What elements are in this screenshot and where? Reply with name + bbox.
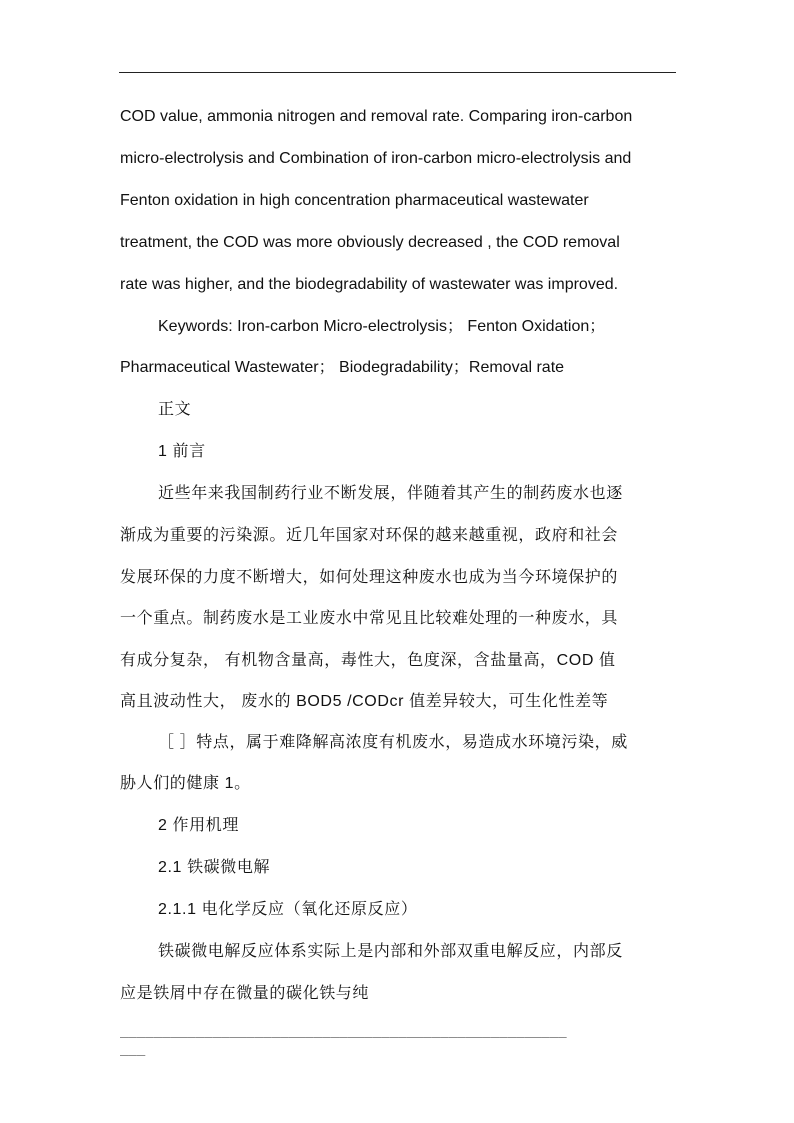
paragraph-line: 一个重点。制药废水是工业废水中常见且比较难处理的一种废水，具 — [120, 610, 619, 627]
section-1-title: 1 前言 — [158, 443, 206, 460]
paragraph-line: 有成分复杂， 有机物含量高，毒性大，色度深，含盐量高，COD 值 — [120, 652, 616, 669]
abstract-line: rate was higher, and the biodegradability of wastewater was improved. — [120, 276, 619, 293]
paragraph-line: 应是铁屑中存在微量的碳化铁与纯 — [120, 985, 370, 1002]
abstract-line: treatment, the COD was more obviously decreased , the COD removal — [120, 234, 620, 251]
paragraph-line: 近些年来我国制药行业不断发展，伴随着其产生的制药废水也逐 — [158, 485, 623, 502]
abstract-line: micro-electrolysis and Combination of iron-carbon micro-electrolysis and — [120, 150, 632, 167]
footer-separator: ___ — [120, 1040, 146, 1056]
paragraph-line: 铁碳微电解反应体系实际上是内部和外部双重电解反应，内部反 — [158, 943, 623, 960]
paragraph-line: 渐成为重要的污染源。近几年国家对环保的越来越重视，政府和社会 — [120, 527, 619, 544]
footer-separator: _____________________________________________________ — [120, 1022, 567, 1038]
keywords-line: Pharmaceutical Wastewater； Biodegradability；Removal rate — [120, 359, 565, 376]
paragraph-line: 高且波动性大， 废水的 BOD5 /CODcr 值差异较大，可生化性差等 — [120, 693, 609, 710]
abstract-line: COD value, ammonia nitrogen and removal rate. Comparing iron-carbon — [120, 108, 633, 125]
main-heading: 正文 — [158, 401, 192, 418]
section-2-1-1-title: 2.1.1 电化学反应（氧化还原反应） — [158, 901, 418, 918]
paragraph-line: 发展环保的力度不断增大，如何处理这种废水也成为当今环境保护的 — [120, 569, 619, 586]
abstract-line: Fenton oxidation in high concentration pharmaceutical wastewater — [120, 192, 589, 209]
paragraph-line: 胁人们的健康 1。 — [120, 775, 251, 792]
keywords-line: Keywords: Iron-carbon Micro-electrolysis； Fenton Oxidation； — [158, 318, 606, 335]
section-2-title: 2 作用机理 — [158, 817, 239, 834]
paragraph-line: ［ ］特点，属于难降解高浓度有机废水，易造成水环境污染，威 — [158, 734, 628, 751]
header-rule — [119, 72, 676, 73]
section-2-1-title: 2.1 铁碳微电解 — [158, 859, 271, 876]
